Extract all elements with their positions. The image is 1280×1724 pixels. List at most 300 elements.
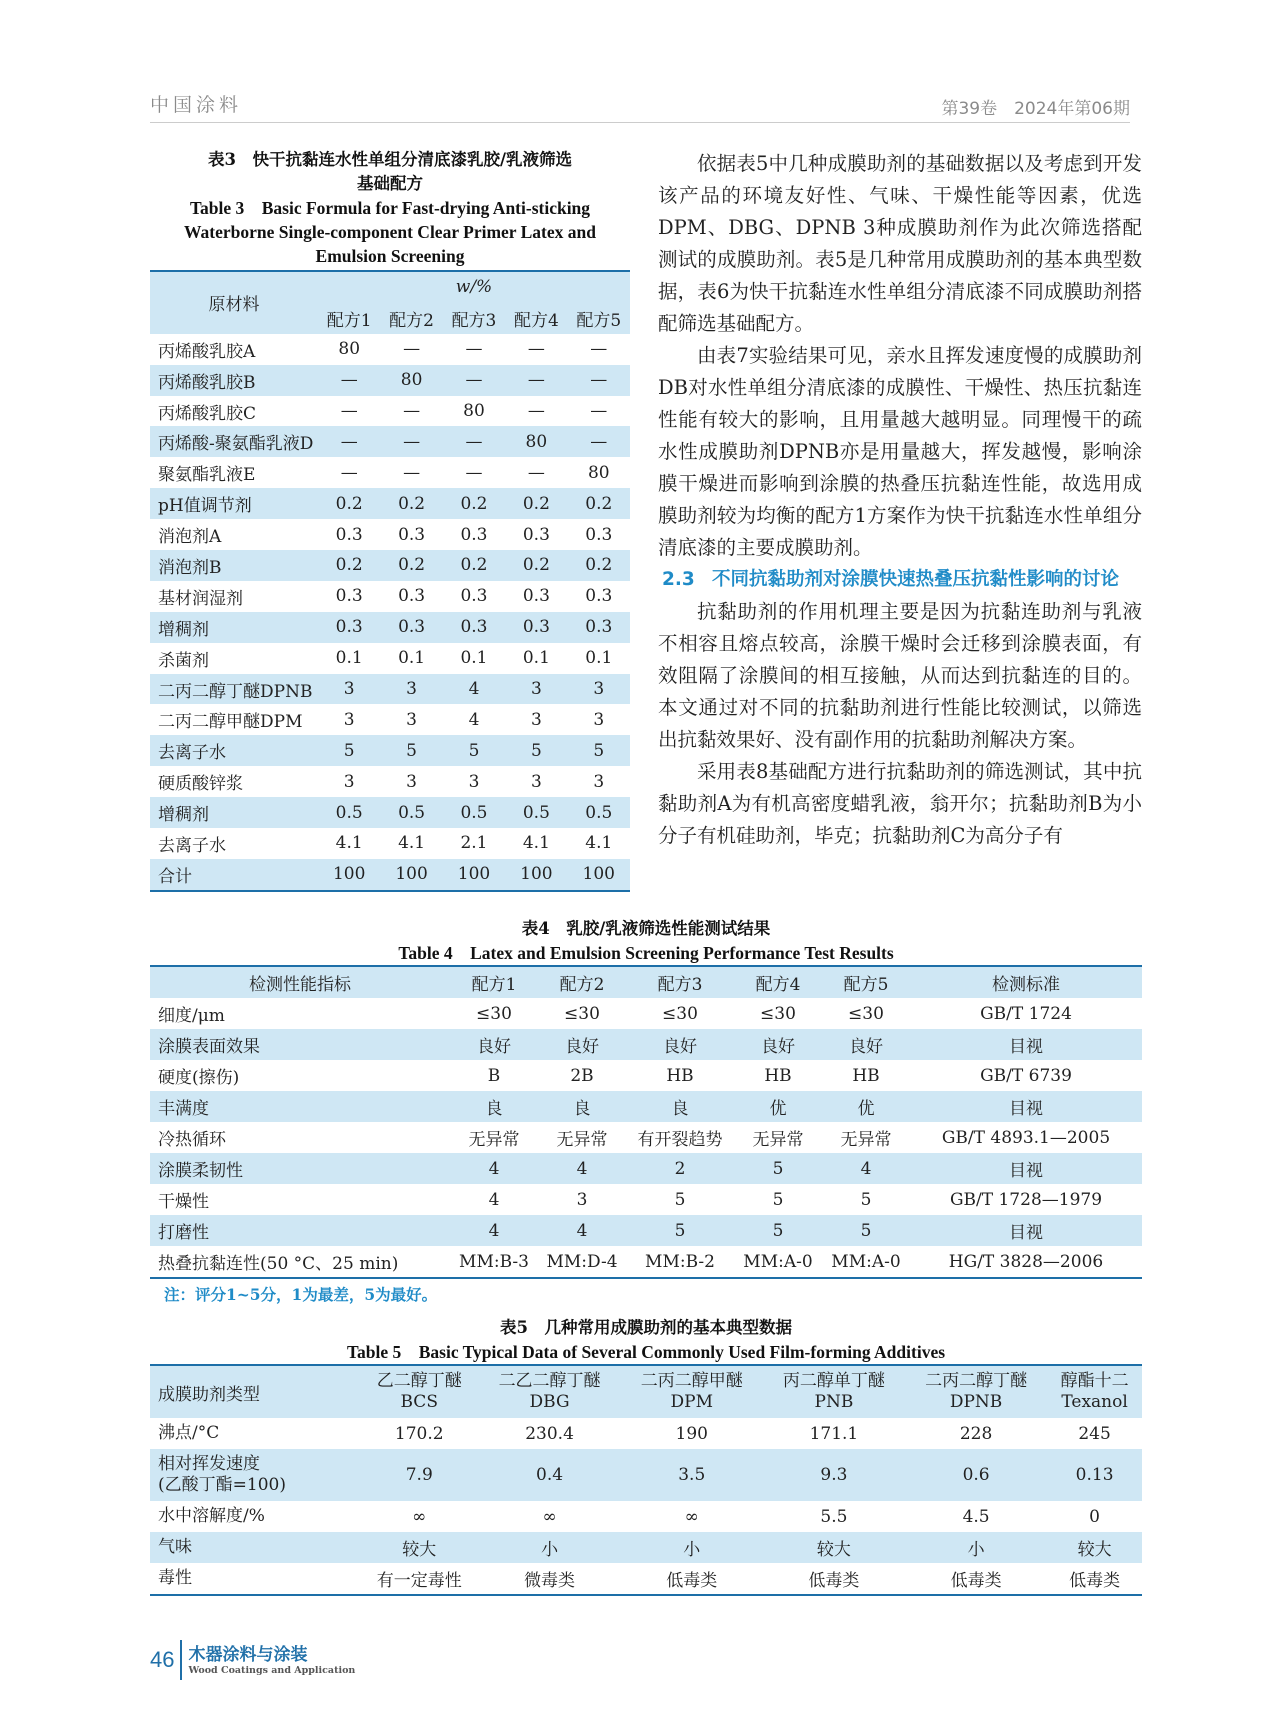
table-cell: 小 [621,1532,763,1563]
table-cell: — [590,339,608,360]
table-cell: 0.2 [505,550,567,581]
table-cell: 5 [443,735,505,766]
row-label: 杀菌剂 [158,650,209,671]
row-label: 涂膜表面效果 [150,1029,450,1060]
table5-col-header [621,1365,763,1418]
table-cell: 9.3 [763,1449,905,1501]
row-label: 干燥性 [158,1192,209,1212]
table-cell: 3 [406,771,417,792]
table-cell: 5 [318,735,380,766]
table-cell: 80 [505,426,567,457]
table-cell: MM:B-2 [626,1246,734,1278]
table-row [150,1532,1142,1563]
table-cell: 0.3 [460,586,488,607]
table-cell: 良好 [538,1029,626,1060]
table-cell: 0.3 [335,586,363,607]
header-name-cn: 醇酯十二 [1060,1371,1129,1391]
table-cell: GB/T 4893.1—2005 [941,1127,1111,1148]
table-cell: 5 [734,1153,822,1184]
row-label: 涂膜柔韧性 [150,1153,450,1184]
table-row [150,334,630,365]
table-cell: 80 [587,462,610,483]
table-row [150,519,630,550]
table-row [150,1184,1142,1215]
table-row [150,612,630,643]
table-cell: — [403,339,421,360]
table-row [150,1563,1142,1595]
table-row [150,1091,1142,1122]
table4-caption-cn: 表4 乳胶/乳液筛选性能测试结果 [521,919,771,938]
table-cell: 5 [860,1189,872,1210]
table3-head-unit: w/% [318,271,630,303]
table5 [150,1364,1142,1596]
table-cell: 较大 [763,1532,905,1563]
table-cell: — [443,426,505,457]
table-cell: — [403,401,421,421]
row-label-line: 毒性 [158,1568,192,1588]
row-label: 热叠抗黏连性(50 °C、25 min) [150,1246,450,1278]
table-row [150,426,630,457]
table-cell: ≤30 [476,1003,512,1024]
row-label: 消泡剂A [158,527,222,548]
row-label: 合计 [150,859,318,891]
table4-note: 注：评分1~5分，1为最差，5为最好。 [164,1285,438,1304]
table3-caption-en-2: Waterborne Single-component Clear Primer Latex and [183,222,596,242]
table-cell: 0.5 [505,797,567,828]
table5-head-label: 成膜助剂类型 [150,1365,360,1418]
table-cell: 3 [468,771,480,792]
table-cell: GB/T 6739 [980,1065,1072,1086]
table-cell: 无异常 [840,1130,892,1150]
table-cell: 较大 [1047,1532,1142,1563]
table-cell: 优 [822,1091,910,1122]
table-cell: ∞ [412,1506,427,1527]
row-label: 增稠剂 [150,797,318,828]
table-cell: 5 [505,735,567,766]
table-cell: 0.3 [318,612,380,643]
paragraph: 抗黏助剂的作用机理主要是因为抗黏连助剂与乳液不相容且熔点较高，涂膜干燥时会迁移到涂膜表面，有效阻隔了涂膜间的相互接触，从而达到抗黏连的目的。本文通过对不同的抗黏助剂进行性能比较测试，以筛选出抗黏效果好、没有副作用的抗黏助剂解决方案。 [658,600,1142,751]
header-abbr: PNB [814,1392,854,1412]
table-cell: 4 [443,674,505,705]
table-row [150,828,630,859]
row-label: 丙烯酸乳胶A [158,341,256,362]
table3-block [150,148,630,892]
table-cell: 3 [343,709,355,730]
table-cell: 0.2 [568,550,630,581]
table-row [150,643,630,674]
table-row [150,674,630,705]
table-cell: 低毒类 [1047,1563,1142,1595]
page-footer [150,1640,355,1680]
table4 [150,965,1142,1279]
table3-caption-cn-2: 基础配方 [357,174,423,193]
row-label: 硬度(擦伤) [158,1068,240,1088]
table-cell: — [465,339,483,360]
table-cell: 小 [478,1532,620,1563]
table-cell: — [568,426,630,457]
table-cell: 0.1 [398,648,426,669]
table-cell: 有开裂趋势 [637,1130,723,1150]
table-row [150,1246,1142,1278]
table3 [150,270,630,892]
table-cell: 4.1 [522,833,550,854]
table3-col-header: 配方4 [505,303,567,334]
table5-col-header [763,1365,905,1418]
table5-col-header [905,1365,1047,1418]
table4-col-header: 配方5 [822,966,910,998]
header-name-cn: 乙二醇丁醚 [376,1371,462,1391]
table-cell: MM:B-3 [450,1246,538,1278]
table-cell: 0.3 [505,612,567,643]
table5-col-header [360,1365,478,1418]
table-cell: 良好 [626,1029,734,1060]
table-cell: 80 [338,339,361,360]
table-cell: 目视 [910,1029,1142,1060]
row-label: 二丙二醇甲醚DPM [158,712,303,733]
table-cell: 0.2 [380,550,442,581]
table-cell: 0.5 [568,797,630,828]
table-cell: 100 [505,859,567,891]
table-cell: 0.3 [522,524,550,545]
table-cell: 无异常 [468,1130,520,1150]
table-cell: 2 [626,1153,734,1184]
table-row [150,365,630,396]
header-abbr: DBG [529,1392,570,1412]
table-cell: 171.1 [809,1423,859,1444]
table-cell: B [487,1065,501,1086]
table-cell: 良好 [450,1029,538,1060]
table-cell: ≤30 [848,1003,884,1024]
table-cell: 3 [343,771,355,792]
table-cell: — [568,365,630,396]
header-abbr: BCS [400,1392,438,1412]
table-cell: 4.1 [585,833,613,854]
table-cell: — [318,426,380,457]
table-cell: 245 [1078,1423,1111,1444]
table-cell: 4 [822,1153,910,1184]
table4-col-header: 配方3 [626,966,734,998]
table-cell: 0.5 [380,797,442,828]
row-label: 消泡剂B [150,550,318,581]
paragraph: 依据表5中几种成膜助剂的基础数据以及考虑到开发该产品的环境友好性、气味、干燥性能等因素，优选DPM、DBG、DPNB 3种成膜助剂作为此次筛选搭配测试的成膜助剂。表5是几种常用成膜助剂的基本典型数据，表6为快干抗黏连水性单组分清底漆不同成膜助剂搭配筛选基础配方。 [658,152,1142,335]
table-cell: ∞ [684,1506,699,1527]
table-cell: 目视 [910,1215,1142,1246]
table3-col-header: 配方5 [568,303,630,334]
table-row [150,1501,1142,1532]
table-cell: 4 [488,1189,500,1210]
table-cell: ≤30 [564,1003,600,1024]
footer-divider [180,1640,182,1680]
table-cell: 0.13 [1047,1449,1142,1501]
row-label-line: (乙酸丁酯=100) [158,1475,286,1495]
row-label: 丰满度 [150,1091,450,1122]
table4-col-header: 检测性能指标 [150,966,450,998]
table3-col-header: 配方3 [443,303,505,334]
table-cell: 有一定毒性 [360,1563,478,1595]
row-label: 丙烯酸乳胶C [158,403,257,424]
table-cell: — [590,401,608,421]
table-cell: 0.2 [443,550,505,581]
table-cell: 低毒类 [621,1563,763,1595]
table-cell: 5.5 [820,1506,848,1527]
journal-name: 中国涂料 [150,94,243,116]
row-label: 丙烯酸乳胶B [150,365,318,396]
table-cell: 3 [568,674,630,705]
table-cell: MM:A-0 [822,1246,910,1278]
table-cell: HB [666,1065,694,1086]
table-cell: 5 [380,735,442,766]
table-cell: 目视 [910,1153,1142,1184]
table-cell: 3 [530,709,542,730]
row-label [150,1449,360,1501]
table-cell: 100 [380,859,442,891]
table-cell: 4.1 [335,833,363,854]
table-cell: — [403,462,421,483]
page-number: 46 [150,1647,175,1672]
row-label [150,1418,360,1449]
table-cell: 0.3 [568,612,630,643]
table4-caption-en: Table 4 Latex and Emulsion Screening Performance Test Results [398,943,894,963]
table-cell: 4 [450,1153,538,1184]
table-cell: 3 [593,709,605,730]
table-cell: 3 [406,709,417,730]
table-cell: 3 [318,674,380,705]
table-cell: 0.2 [505,488,567,519]
table-cell: 4 [538,1215,626,1246]
table-row [150,735,630,766]
footer-journal-en: Wood Coatings and Application [188,1664,356,1676]
table4-block [150,917,1142,1305]
table-row [150,550,630,581]
table-cell: 0.1 [460,648,488,669]
table-cell: 0.5 [318,797,380,828]
table3-col-header: 配方2 [380,303,442,334]
table3-caption-en: Table 3 Basic Formula for Fast-drying Anti-sticking [189,198,591,218]
table-cell: 较大 [360,1532,478,1563]
table-cell: 0.1 [335,648,363,669]
table-cell: 3.5 [621,1449,763,1501]
table-cell: 3 [593,771,605,792]
table-row [150,581,630,612]
table-cell: 微毒类 [478,1563,620,1595]
table-cell: 80 [380,365,442,396]
table-cell: 4.1 [398,833,426,854]
table-cell: 2B [570,1065,594,1086]
table-row [150,1029,1142,1060]
paragraph: 由表7实验结果可见，亲水且挥发速度慢的成膜助剂DB对水性单组分清底漆的成膜性、干燥性、热压抗黏连性能有较大的影响，且用量越大越明显。同理慢干的疏水性成膜助剂DPNB亦是用量越大，挥发越慢，影响涂膜干燥进而影响到涂膜的热叠压抗黏连性能，故选用成膜助剂较为均衡的配方1方案作为快干抗黏连水性单组分清底漆的主要成膜助剂。 [658,344,1142,559]
table-cell: — [505,365,567,396]
table-row [150,766,630,797]
table-cell: GB/T 1724 [980,1003,1072,1024]
table-cell: — [318,365,380,396]
row-label: 去离子水 [158,835,226,856]
table-cell: 7.9 [360,1449,478,1501]
table-cell: 0.3 [460,524,488,545]
table-row [150,704,630,735]
table5-block [150,1316,1142,1596]
table3-caption-en-3: Emulsion Screening [315,246,465,266]
table-cell: 0.2 [443,488,505,519]
table4-col-header: 配方2 [538,966,626,998]
table-row [150,1449,1142,1501]
row-label [150,1563,360,1595]
table-cell: HB [852,1065,880,1086]
table-cell: 170.2 [394,1423,444,1444]
section-title: 不同抗黏助剂对涂膜快速热叠压抗黏性影响的讨论 [712,569,1120,590]
table5-col-header [478,1365,620,1418]
table-cell: 0.4 [478,1449,620,1501]
row-label: 硬质酸锌浆 [158,774,243,795]
section-number: 2.3 [662,569,695,590]
table-row [150,1122,1142,1153]
table-cell: 190 [675,1423,708,1444]
table-cell: 目视 [910,1091,1142,1122]
table-cell: 228 [959,1423,993,1444]
table-cell: 100 [443,859,505,891]
table-cell: HB [764,1065,792,1086]
table5-col-header [1047,1365,1142,1418]
table-cell: 3 [505,674,567,705]
table4-col-header: 配方4 [734,966,822,998]
table-cell: 4 [468,709,480,730]
paragraph: 采用表8基础配方进行抗黏助剂的筛选测试，其中抗黏助剂A为有机高密度蜡乳液，翁开尔；抗黏助剂B为小分子有机硅助剂，毕克；抗黏助剂C为高分子有 [658,760,1142,847]
table4-caption [150,917,1142,965]
table4-col-header: 配方1 [450,966,538,998]
table-row [150,797,630,828]
row-label: 聚氨酯乳液E [158,465,256,486]
table-cell: ∞ [542,1506,557,1527]
table-cell: 0.3 [585,586,613,607]
table-cell: 无异常 [752,1130,804,1150]
row-label [150,1501,360,1532]
table-cell: 低毒类 [763,1563,905,1595]
table-cell: 2.1 [460,833,488,854]
table-row [150,1060,1142,1091]
table-row [150,1153,1142,1184]
row-label: 基材润湿剂 [158,588,243,609]
table-cell: 4 [538,1153,626,1184]
header-name-cn: 二丙二醇甲醚 [640,1371,743,1391]
table-cell: ≤30 [760,1003,796,1024]
table-cell: 良 [538,1091,626,1122]
table-cell: — [340,462,358,483]
table-cell: HG/T 3828—2006 [910,1246,1142,1278]
table-cell: 3 [380,674,442,705]
table-cell: 低毒类 [905,1563,1047,1595]
table-cell: 4 [450,1215,538,1246]
table-cell: 0.2 [380,488,442,519]
table-cell: 优 [734,1091,822,1122]
table4-col-header: 检测标准 [910,966,1142,998]
table-cell: 0.3 [335,524,363,545]
section-heading [658,564,1142,596]
table-cell: 5 [568,735,630,766]
table-cell: 0.1 [522,648,550,669]
table-cell: 3 [576,1189,588,1210]
table3-caption [150,148,630,268]
table-cell: — [443,365,505,396]
header-abbr: Texanol [1061,1392,1128,1412]
table-cell: — [465,462,483,483]
table-cell: 良好 [734,1029,822,1060]
row-label-line: 沸点/°C [158,1423,220,1443]
table5-caption-en: Table 5 Basic Typical Data of Several Commonly Used Film-forming Additives [346,1342,946,1362]
table-row [150,1418,1142,1449]
table-cell: 5 [822,1215,910,1246]
row-label-line: 气味 [158,1537,192,1557]
table-cell: 0.2 [318,550,380,581]
table-cell: 0.3 [380,612,442,643]
table-cell: 小 [905,1532,1047,1563]
table-row [150,859,630,891]
table-cell: 0.2 [318,488,380,519]
table-cell: 0.3 [522,586,550,607]
table-cell: 0.3 [398,524,426,545]
table-cell: 100 [568,859,630,891]
row-label: 二丙二醇丁醚DPNB [150,674,318,705]
table-cell: 5 [626,1215,734,1246]
table3-col-header: 配方1 [318,303,380,334]
row-label: 丙烯酸-聚氨酯乳液D [150,426,318,457]
table-cell: — [527,339,545,360]
table-cell: — [340,401,358,421]
header-name-cn: 二乙二醇丁醚 [498,1371,601,1391]
row-label: 细度/μm [158,1006,225,1026]
table-row [150,1215,1142,1246]
table-cell: 0.1 [585,648,613,669]
table-cell: GB/T 1728—1979 [949,1189,1103,1210]
table-cell: 0.3 [443,612,505,643]
table-cell: 0.6 [905,1449,1047,1501]
table-cell: 80 [463,401,485,421]
table-cell: 3 [530,771,542,792]
table5-caption-cn: 表5 几种常用成膜助剂的基本典型数据 [500,1318,792,1337]
header-name-cn: 二丙二醇丁醚 [925,1371,1028,1391]
table-row [150,488,630,519]
row-label: 增稠剂 [150,612,318,643]
table3-caption-cn: 表3 快干抗黏连水性单组分清底漆乳胶/乳液筛选 [207,150,572,169]
table-cell: — [527,401,545,421]
table-cell: 良好 [822,1029,910,1060]
table-cell: 0.2 [568,488,630,519]
table-cell: — [527,462,545,483]
body-text [658,148,1142,852]
row-label-line: 相对挥发速度 [158,1454,260,1474]
table-cell: 5 [674,1189,686,1210]
table-cell: 5 [734,1215,822,1246]
table3-head-material: 原材料 [150,271,318,334]
table-cell: ≤30 [662,1003,698,1024]
issue-label: 第39卷 2024年第06期 [941,99,1130,119]
table-cell: 0.5 [443,797,505,828]
table-cell: 0.3 [585,524,613,545]
row-label: pH值调节剂 [150,488,318,519]
table-row [150,998,1142,1029]
header-abbr: DPM [670,1392,713,1412]
footer-journal-cn: 木器涂料与涂装 [188,1644,308,1665]
row-label [150,1532,360,1563]
header-abbr: DPNB [949,1392,1003,1412]
row-label: 冷热循环 [158,1130,226,1150]
table-cell: 0 [1089,1506,1100,1527]
table-cell: 良 [450,1091,538,1122]
table-row [150,396,630,427]
table-row [150,457,630,488]
table5-caption [150,1316,1142,1364]
table-cell: 100 [318,859,380,891]
header-name-cn: 丙二醇单丁醚 [782,1371,885,1391]
row-label: 打磨性 [150,1215,450,1246]
